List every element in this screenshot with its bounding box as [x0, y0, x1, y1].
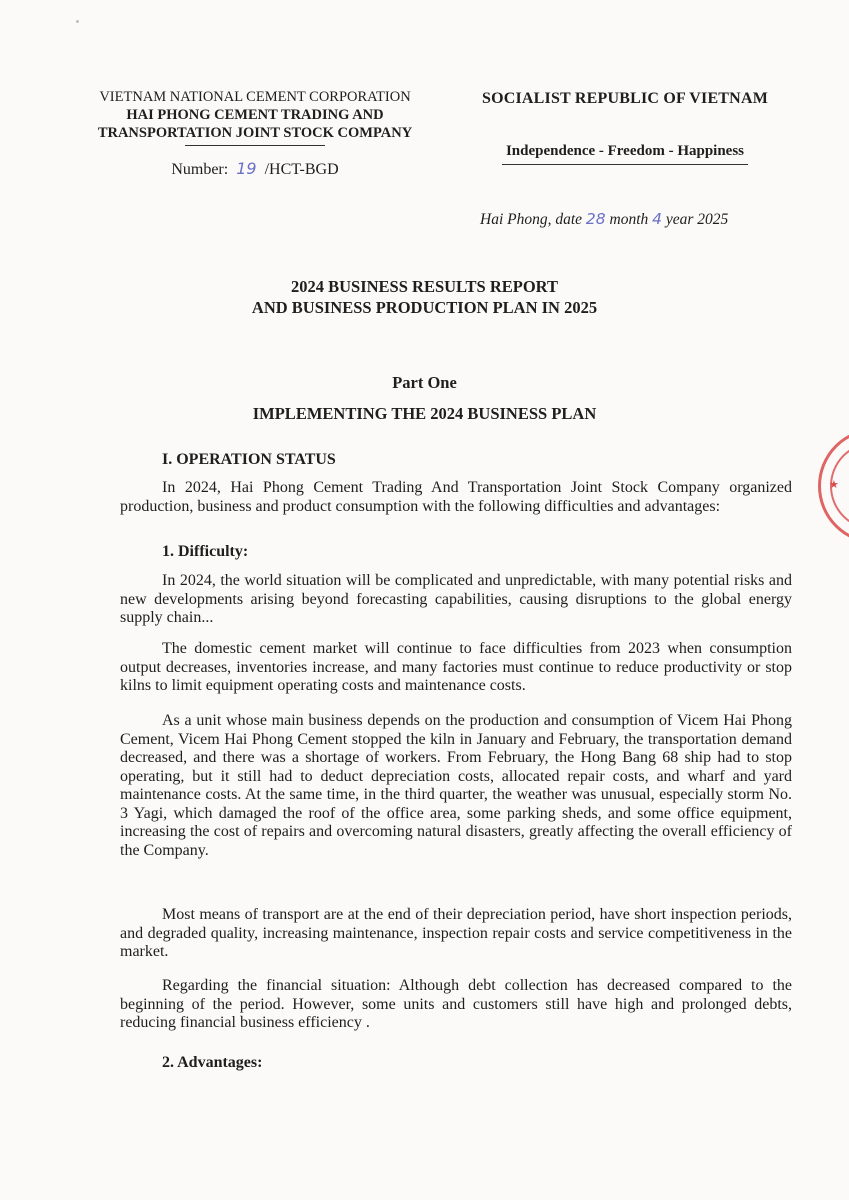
- scan-speck: [76, 20, 79, 23]
- number-value-handwritten: 19: [236, 159, 257, 178]
- date-prefix: Hai Phong, date: [480, 211, 583, 228]
- date-day-handwritten: 28: [585, 210, 606, 228]
- document-number: [70, 160, 440, 179]
- issuer-company-line2: TRANSPORTATION JOINT STOCK COMPANY: [97, 125, 413, 141]
- difficulty-paragraph-4: Most means of transport are at the end of their depreciation period, have short inspection periods, and degraded quality, increasing maintenance, inspection repair costs and service competitiveness in the market.: [120, 906, 792, 960]
- country-name: SOCIALIST REPUBLIC OF VIETNAM: [481, 90, 768, 107]
- report-title-line2: AND BUSINESS PRODUCTION PLAN IN 2025: [251, 298, 598, 317]
- issuer-company-line1: HAI PHONG CEMENT TRADING AND: [126, 107, 384, 123]
- report-title: [0, 276, 849, 318]
- issuer-divider: [185, 145, 325, 146]
- issuer-block: [70, 88, 440, 179]
- seal-star-icon: ★: [829, 478, 839, 491]
- number-suffix: /HCT-BGD: [264, 161, 339, 178]
- report-title-line1: 2024 BUSINESS RESULTS REPORT: [290, 277, 559, 296]
- national-motto: Independence - Freedom - Happiness: [502, 143, 748, 165]
- part-subheading: IMPLEMENTING THE 2024 BUSINESS PLAN: [252, 404, 597, 423]
- section-heading-operation-status: I. OPERATION STATUS: [162, 451, 336, 468]
- difficulty-paragraph-3: As a unit whose main business depends on the production and consumption of Vicem Hai Phong Cement, Vicem Hai Phong Cement stopped the kiln in January and February, the transportation demand decreased, and there was a shortage of workers. From February, the Hong Bang 68 ship had to stop operating, but it still had to deduct depreciation costs, allocated repair costs, and wharf and yard maintenance costs. At the same time, in the third quarter, the weather was unusual, especially storm No. 3 Yagi, which damaged the roof of the office area, some parking sheds, and some office equipment, increasing the cost of repairs and overcoming natural disasters, greatly affecting the overall efficiency of the Company.: [120, 712, 792, 859]
- national-block: [445, 90, 805, 165]
- document-date: [480, 210, 728, 229]
- difficulty-paragraph-1: In 2024, the world situation will be complicated and unpredictable, with many potential risks and new developments arising beyond forecasting capabilities, causing disruptions to the global energy supply chain...: [120, 572, 792, 626]
- part-heading: Part One: [392, 373, 457, 392]
- date-month-handwritten: 4: [652, 210, 663, 228]
- subsection-heading-advantages: 2. Advantages:: [162, 1054, 263, 1071]
- subsection-heading-difficulty: 1. Difficulty:: [162, 543, 249, 560]
- difficulty-paragraph-2: The domestic cement market will continue to face difficulties from 2023 when consumption output decreases, inventories increase, and many factories must continue to reduce productivity or stop kilns to limit equipment operating costs and maintenance costs.: [120, 640, 792, 694]
- date-month-label: month: [609, 211, 649, 228]
- issuer-parent-org: VIETNAM NATIONAL CEMENT CORPORATION: [99, 89, 411, 105]
- operation-intro-paragraph: In 2024, Hai Phong Cement Trading And Transportation Joint Stock Company organized production, business and product consumption with the following difficulties and advantages:: [120, 479, 792, 515]
- date-year: year 2025: [665, 211, 729, 228]
- number-label: Number:: [171, 161, 229, 178]
- difficulty-paragraph-5: Regarding the financial situation: Although debt collection has decreased compared to the beginning of the period. However, some units and customers still have high and prolonged debts, reducing financial business efficiency .: [120, 977, 792, 1031]
